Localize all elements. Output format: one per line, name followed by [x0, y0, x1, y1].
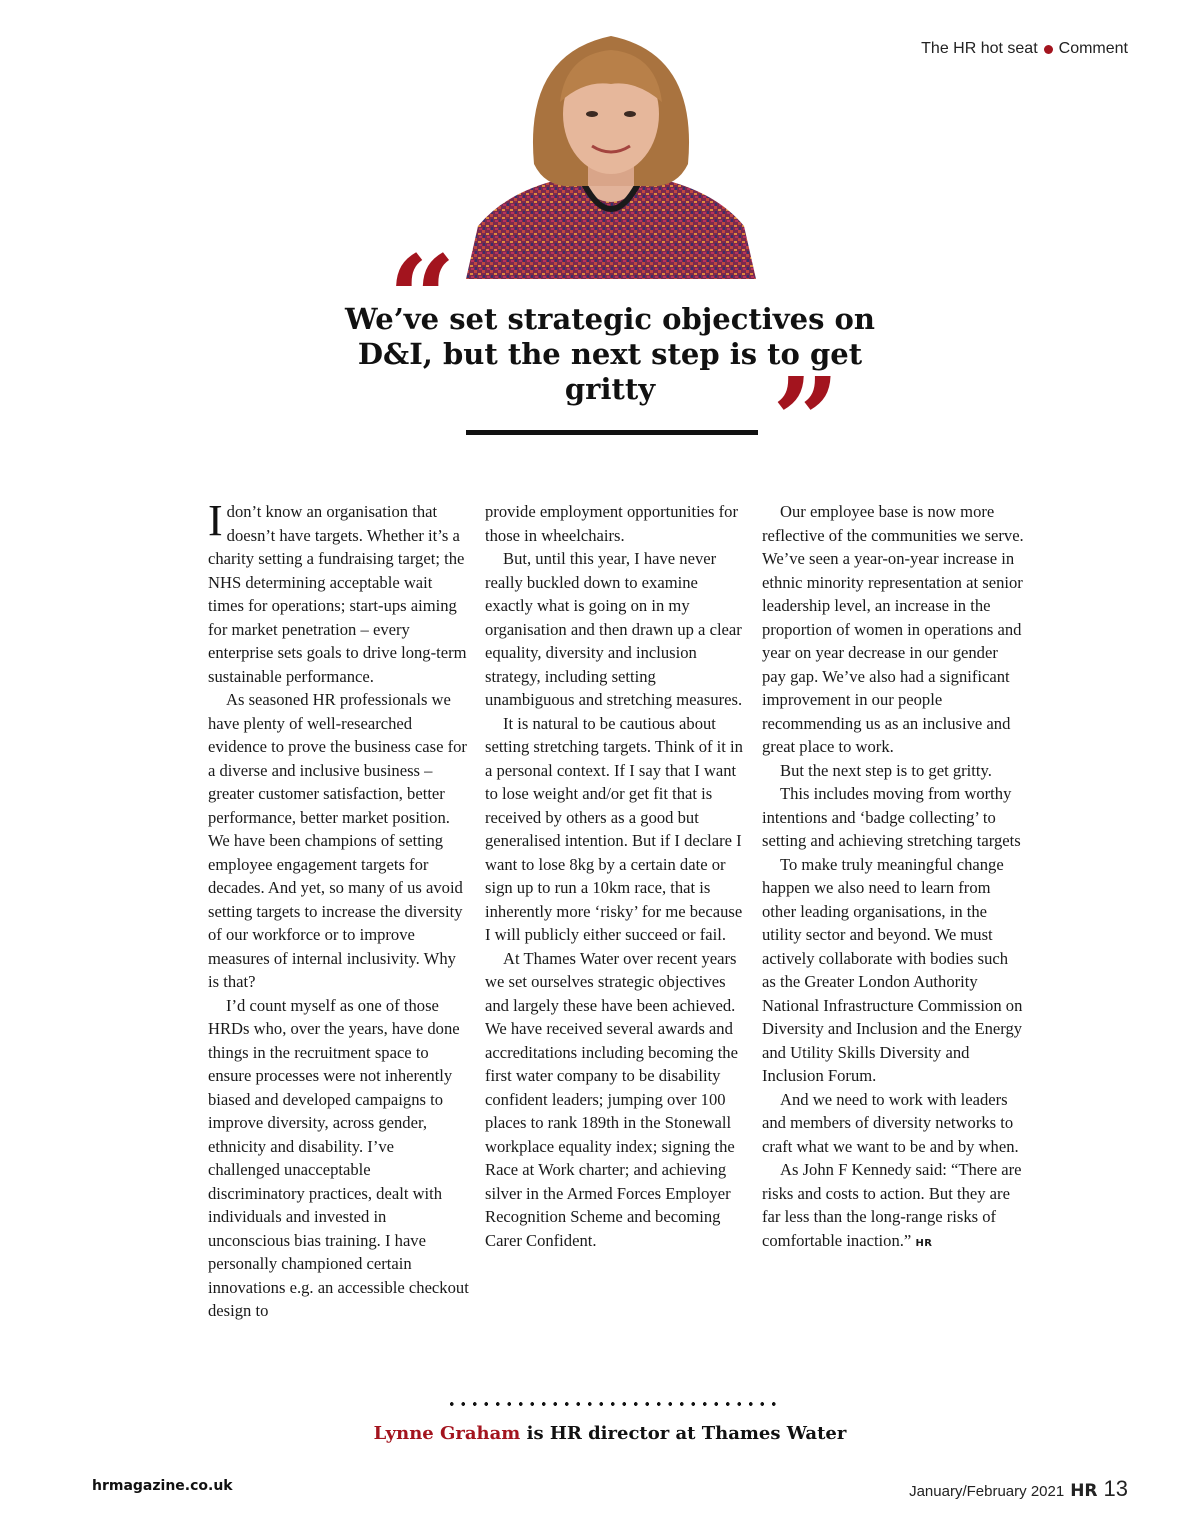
open-quote-mark: “: [388, 229, 456, 368]
article-column-2: [485, 500, 747, 1252]
section-label: The HR hot seat: [921, 40, 1038, 57]
author-name: Lynne Graham: [373, 1423, 521, 1444]
paragraph: But the next step is to get gritty.: [780, 760, 992, 780]
issue-date: January/February 2021: [909, 1483, 1065, 1500]
paragraph: As John F Kennedy said: “There are risks and costs to action. But they are far less than the long-range risks of comfortable inaction.” HR: [762, 1160, 1022, 1250]
subsection-label: Comment: [1058, 40, 1128, 57]
website-link[interactable]: hrmagazine.co.uk: [92, 1478, 233, 1494]
article-column-1: [208, 496, 470, 1323]
article-body: [208, 496, 1028, 1350]
close-quote-mark: ”: [772, 351, 840, 490]
paragraph: As seasoned HR professionals we have plenty of well-researched evidence to prove the business case for a diverse and inclusive business – greater customer satisfaction, better performance, better market position. We have been champions of setting employee engagement targets for decades. And yet, so many of us avoid setting targets to increase the diversity of our workforce or to improve measures of internal inclusivity. Why is that?: [208, 690, 467, 991]
pull-quote-rule: [466, 430, 758, 435]
page-footer: [909, 1476, 1128, 1502]
magazine-logo: HR: [1070, 1481, 1098, 1501]
author-byline: [300, 1423, 920, 1444]
pull-quote: We’ve set strategic objectives on D&I, but the next step is to get gritty: [345, 302, 875, 406]
paragraph: At Thames Water over recent years we set ourselves strategic objectives and largely these have been achieved. We have received several awards and accreditations including becoming the first water company to be disability confident leaders; jumping over 100 places to rank 189th in the Stonewall workplace equality index; signing the Race at Work charter; and achieving silver in the Armed Forces Employer Recognition Scheme and becoming Carer Confident.: [485, 948, 738, 1250]
paragraph: I’d count myself as one of those HRDs who, over the years, have done things in the recruitment space to ensure processes were not inherently biased and developed campaigns to improve diversity, across gender, ethnicity and disability. I’ve challenged unacceptable discriminatory practices, dealt with individuals and invested in unconscious bias training. I have personally championed certain innovations e.g. an accessible checkout design to: [208, 995, 469, 1320]
page-number: 13: [1103, 1476, 1128, 1501]
drop-cap: I: [208, 496, 223, 545]
section-header: [921, 40, 1128, 58]
paragraph: This includes moving from worthy intentions and ‘badge collecting’ to setting and achieving stretching targets: [762, 784, 1021, 850]
dotted-divider: [446, 1402, 780, 1406]
paragraph: To make truly meaningful change happen we also need to learn from other leading organisations, in the utility sector and beyond. We must actively collaborate with bodies such as the Greater London Authority National Infrastructure Commission on Diversity and Inclusion and the Energy and Utility Skills Diversity and Inclusion Forum.: [762, 854, 1023, 1085]
end-mark-logo: HR: [915, 1237, 933, 1249]
paragraph: Idon’t know an organisation that doesn’t have targets. Whether it’s a charity setting a fundraising target; the NHS determining acceptable wait times for operations; start-ups aiming for market penetration – every enterprise sets goals to drive long-term sustainable performance.: [208, 496, 467, 686]
paragraph: Our employee base is now more reflective of the communities we serve. We’ve seen a year-on-year increase in ethnic minority representation at senior leadership level, an increase in the proportion of women in operations and year on year decrease in our gender pay gap. We’ve also had a significant improvement in our people recommending us as an inclusive and great place to work.: [762, 502, 1024, 756]
author-role: is HR director at Thames Water: [520, 1423, 847, 1444]
paragraph: And we need to work with leaders and members of diversity networks to craft what we want to be and by when.: [762, 1089, 1019, 1156]
author-portrait: [466, 14, 756, 279]
paragraph: But, until this year, I have never really buckled down to examine exactly what is going on in my organisation and then drawn up a clear equality, diversity and inclusion strategy, including setting unambiguous and stretching measures.: [485, 549, 743, 709]
paragraph: It is natural to be cautious about setting stretching targets. Think of it in a personal context. If I say that I want to lose weight and/or get fit that is received by others as a good but generalised intention. But if I declare I want to lose 8kg by a certain date or sign up to run a 10km race, that is inherently more ‘risky’ for me because I will publicly either succeed or fail.: [485, 713, 743, 944]
paragraph: provide employment opportunities for those in wheelchairs.: [485, 502, 739, 545]
bullet-dot-icon: [1044, 45, 1053, 54]
article-column-3: [762, 500, 1024, 1255]
